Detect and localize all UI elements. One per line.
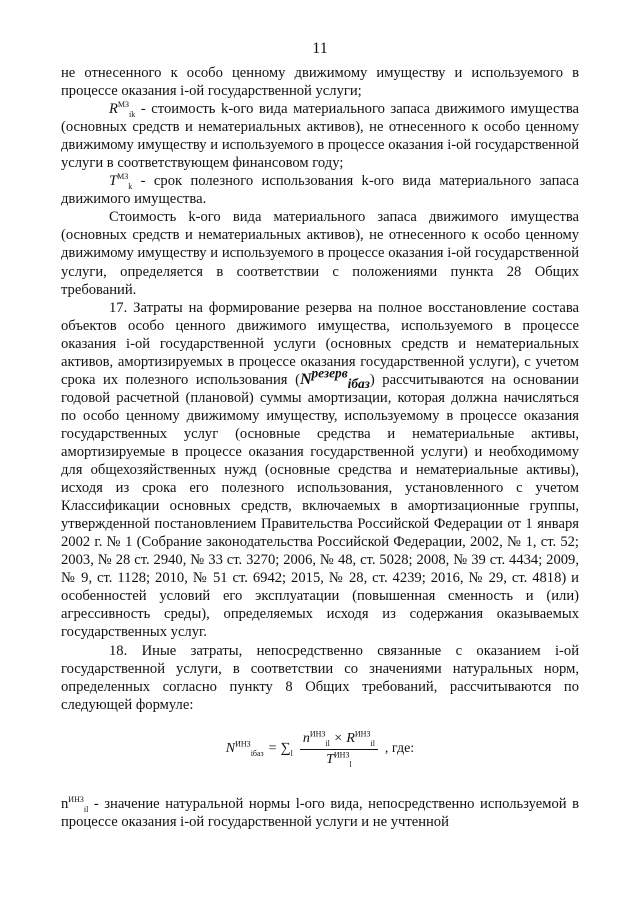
definition-t-mz: $T^{МЗ}_k$ - срок полезного использования k-ого вида материального запаса движимого имущества. bbox=[61, 172, 579, 208]
formula-other-costs bbox=[61, 730, 579, 769]
symbol-n-inz: $n^{ИНЗ}_{il}$ bbox=[61, 794, 89, 814]
definition-r-mz: $R^{МЗ}_{ik}$ - стоимость k-ого вида материального запаса движимого имущества (основных средств и нематериальных активов), не отнесенного к особо ценному движимому имуществу и используемого в процессе оказания i-ой государственной услуги в соответствующем финансовом году; bbox=[61, 100, 579, 172]
formula-fraction bbox=[300, 730, 378, 769]
paragraph-continuation: не отнесенного к особо ценному движимому имуществу и используемого в процессе оказания i-ой государственной услуги; bbox=[61, 65, 579, 100]
symbol-t-mz: $T^{МЗ}_k$ bbox=[109, 172, 133, 192]
paragraph-18: 18. Иные затраты, непосредственно связанные с оказанием i-ой государственной услуги, в соответствии со значениями натуральных норм, определенных согласно пункту 8 Общих требований, рассчитываются по следующей формуле: bbox=[61, 642, 579, 713]
document-body bbox=[61, 64, 579, 831]
formula-suffix: , где: bbox=[384, 741, 415, 757]
formula-numerator: $n^{ИНЗ}_{il} \times R^{ИНЗ}_{il}$ bbox=[300, 730, 378, 750]
symbol-n-reserve: $N^{резерв}_{iбаз}$ bbox=[299, 365, 370, 391]
formula-lhs: $N^{ИНЗ}_{iбаз}$ bbox=[225, 739, 264, 758]
page-number: 11 bbox=[312, 40, 328, 57]
paragraph-cost: Стоимость k-ого вида материального запаса движимого имущества (основных средств и нематериальных активов), не отнесенного к особо ценному движимому имуществу и используемого в процессе оказания i-ой государственной услуги, определяется в соответствии с положениями пункта 28 Общих требований. bbox=[61, 209, 579, 298]
definition-n-inz: $n^{ИНЗ}_{il}$ - значение натуральной нормы l-ого вида, непосредственно используемой в процессе оказания i-ой государственной услуги и не учтенной bbox=[61, 794, 579, 830]
symbol-r-mz: $R^{МЗ}_{ik}$ bbox=[109, 100, 136, 119]
paragraph-17: 17. Затраты на формирование резерва на полное восстановление состава объектов особо ценного движимого имущества, используемого в процессе оказания i-ой государственной услуги (основных средств и нематериальных активов, амортизируемых в процессе оказания государственной услуги), с учетом срока их полезного использования $(N^{резерв}_{iбаз})$ рассчитываются на основании годовой расчетной (плановой) суммы амортизации, которая должна начисляться по особо ценному движимому имуществу, используемому в процессе оказания государственных услуг (основные средства и нематериальные активы, амортизируемые в процессе оказания государственной услуги) и необходимому для общехозяйственных нужд (основные средства и нематериальные активы), исходя из срока его полезного использования, установленного с учетом Классификации основных средств, включаемых в амортизационные группы, утвержденной постановлением Правительства Российской Федерации от 1 января 2002 г. № 1 (Собрание законодательства Российской Федерации, 2002, № 1, ст. 52; 2003, № 28 ст. 2940, № 33 ст. 3270; 2006, № 48, ст. 5028; 2008, № 39 ст. 4434; 2009, № 9, ст. 1128; 2010, № 51 ст. 6942; 2015, № 28, ст. 4239; 2016, № 29, ст. 4818) и особенностей условий его эксплуатации (повышенная сменность и (или) агрессивность среды), определяемых исходя из содержания оказываемых государственных услуг. bbox=[61, 299, 579, 641]
formula-sum: = $\sum_l$ bbox=[267, 741, 293, 758]
formula-denominator: $T^{ИНЗ}_l$ bbox=[326, 750, 352, 769]
